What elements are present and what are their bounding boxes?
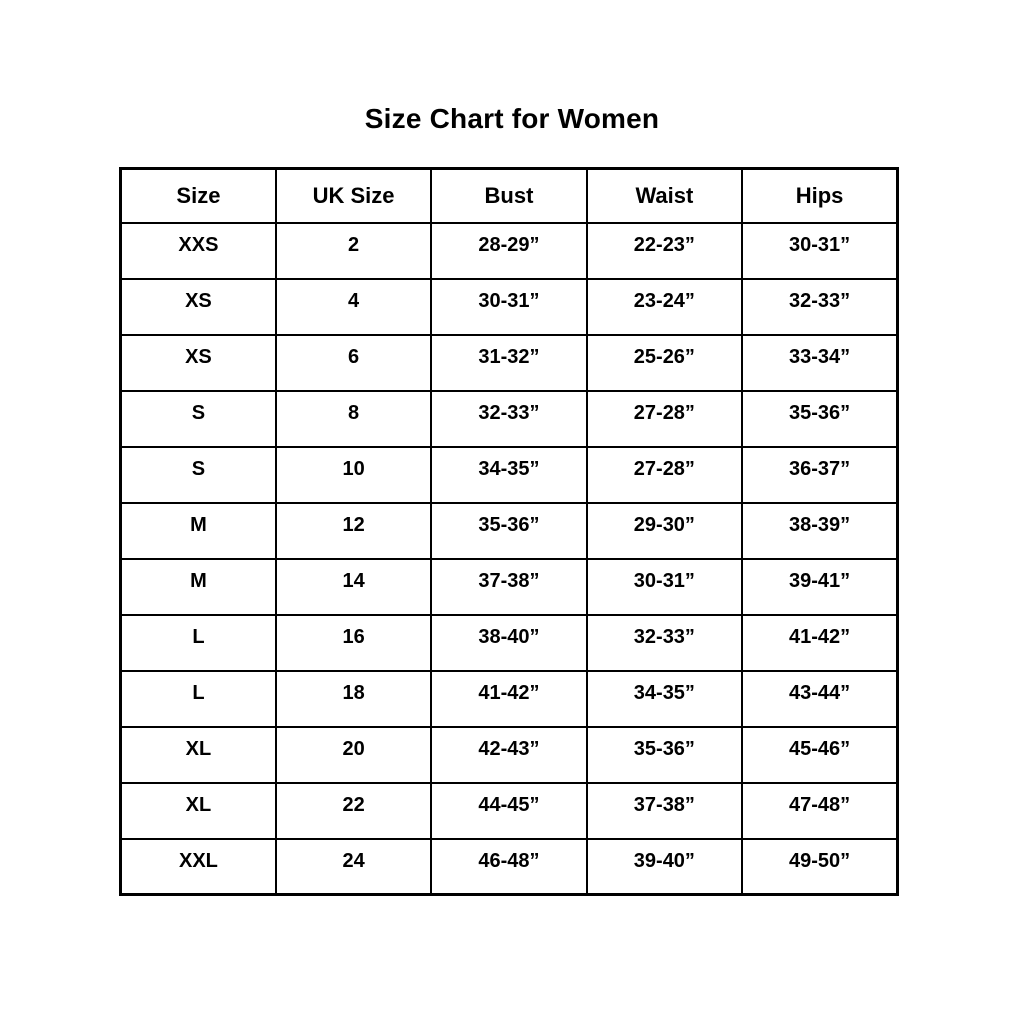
table-cell: 35-36” bbox=[587, 727, 742, 783]
header-row bbox=[121, 169, 898, 223]
table-cell: 22 bbox=[276, 783, 431, 839]
table-cell: 39-41” bbox=[742, 559, 897, 615]
table-cell: 35-36” bbox=[431, 503, 586, 559]
table-cell: 23-24” bbox=[587, 279, 742, 335]
table-cell: 33-34” bbox=[742, 335, 897, 391]
table-row bbox=[121, 783, 898, 839]
table-cell: L bbox=[121, 615, 276, 671]
table-cell: 47-48” bbox=[742, 783, 897, 839]
table-cell: 46-48” bbox=[431, 839, 586, 895]
table-cell: 18 bbox=[276, 671, 431, 727]
table-cell: 34-35” bbox=[431, 447, 586, 503]
table-body bbox=[121, 223, 898, 895]
table-cell: XXL bbox=[121, 839, 276, 895]
table-cell: XS bbox=[121, 279, 276, 335]
table-cell: 37-38” bbox=[587, 783, 742, 839]
table-cell: 6 bbox=[276, 335, 431, 391]
table-cell: L bbox=[121, 671, 276, 727]
table-cell: S bbox=[121, 391, 276, 447]
page-title: Size Chart for Women bbox=[364, 103, 660, 134]
table-cell: 43-44” bbox=[742, 671, 897, 727]
table-header bbox=[121, 169, 898, 223]
table-cell: 8 bbox=[276, 391, 431, 447]
table-cell: M bbox=[121, 559, 276, 615]
column-header: Bust bbox=[431, 169, 586, 223]
table-cell: 30-31” bbox=[587, 559, 742, 615]
table-cell: 38-40” bbox=[431, 615, 586, 671]
table-row bbox=[121, 671, 898, 727]
table-row bbox=[121, 223, 898, 279]
table-cell: XL bbox=[121, 727, 276, 783]
table-cell: 38-39” bbox=[742, 503, 897, 559]
table-cell: 36-37” bbox=[742, 447, 897, 503]
column-header: Hips bbox=[742, 169, 897, 223]
table-cell: XS bbox=[121, 335, 276, 391]
table-cell: 25-26” bbox=[587, 335, 742, 391]
table-cell: 30-31” bbox=[742, 223, 897, 279]
table-cell: 44-45” bbox=[431, 783, 586, 839]
table-row bbox=[121, 335, 898, 391]
table-cell: 27-28” bbox=[587, 391, 742, 447]
table-cell: 49-50” bbox=[742, 839, 897, 895]
table-cell: 2 bbox=[276, 223, 431, 279]
table-row bbox=[121, 559, 898, 615]
table-cell: 30-31” bbox=[431, 279, 586, 335]
table-row bbox=[121, 839, 898, 895]
table-row bbox=[121, 503, 898, 559]
table-cell: 12 bbox=[276, 503, 431, 559]
table-cell: 42-43” bbox=[431, 727, 586, 783]
table-row bbox=[121, 615, 898, 671]
table-cell: 39-40” bbox=[587, 839, 742, 895]
table-cell: 29-30” bbox=[587, 503, 742, 559]
table-cell: M bbox=[121, 503, 276, 559]
table-cell: 31-32” bbox=[431, 335, 586, 391]
table-cell: 24 bbox=[276, 839, 431, 895]
table-row bbox=[121, 727, 898, 783]
table-cell: 37-38” bbox=[431, 559, 586, 615]
table-cell: 28-29” bbox=[431, 223, 586, 279]
table-row bbox=[121, 279, 898, 335]
column-header: UK Size bbox=[276, 169, 431, 223]
table-cell: XL bbox=[121, 783, 276, 839]
table-cell: 32-33” bbox=[742, 279, 897, 335]
table-cell: XXS bbox=[121, 223, 276, 279]
table-cell: 34-35” bbox=[587, 671, 742, 727]
table-cell: 20 bbox=[276, 727, 431, 783]
table-cell: 27-28” bbox=[587, 447, 742, 503]
table-row bbox=[121, 447, 898, 503]
table-cell: S bbox=[121, 447, 276, 503]
table-cell: 35-36” bbox=[742, 391, 897, 447]
table-cell: 41-42” bbox=[742, 615, 897, 671]
table-cell: 32-33” bbox=[587, 615, 742, 671]
column-header: Size bbox=[121, 169, 276, 223]
table-cell: 32-33” bbox=[431, 391, 586, 447]
column-header: Waist bbox=[587, 169, 742, 223]
table-cell: 4 bbox=[276, 279, 431, 335]
table-cell: 10 bbox=[276, 447, 431, 503]
table-cell: 41-42” bbox=[431, 671, 586, 727]
table-cell: 45-46” bbox=[742, 727, 897, 783]
size-chart-table bbox=[119, 167, 899, 896]
table-row bbox=[121, 391, 898, 447]
table-cell: 16 bbox=[276, 615, 431, 671]
table-cell: 22-23” bbox=[587, 223, 742, 279]
table-cell: 14 bbox=[276, 559, 431, 615]
